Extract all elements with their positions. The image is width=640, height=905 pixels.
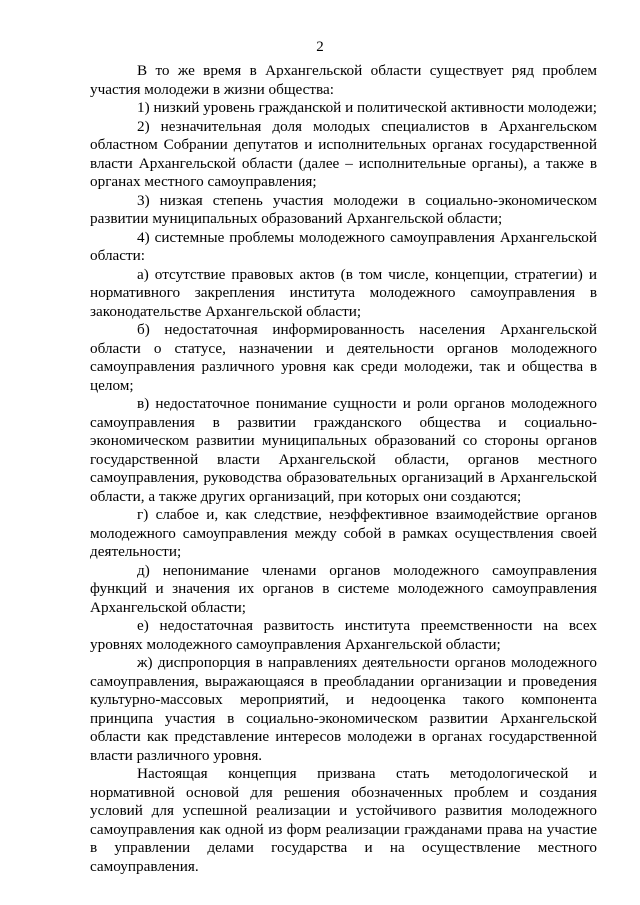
problem-item-3: 3) низкая степень участия молодежи в социально-экономическом развитии муниципальных образований Архангельской области; (90, 191, 597, 227)
subitem-a: а) отсутствие правовых актов (в том числе, концепции, стратегии) и нормативного закрепления института молодежного самоуправления в законодательстве Архангельской области; (90, 265, 597, 320)
document-body (90, 62, 597, 876)
subitem-e: е) недостаточная развитость института преемственности на всех уровнях молодежного самоуправления Архангельской области; (90, 617, 597, 653)
page-number: 2 (316, 39, 324, 55)
subitem-d: д) непонимание членами органов молодежного самоуправления функций и значения их органов в системе молодежного самоуправления Архангельской области; (90, 561, 597, 616)
subitem-g: г) слабое и, как следствие, неэффективное взаимодействие органов молодежного самоуправления между собой в рамках осуществления своей деятельности; (90, 506, 597, 560)
problem-item-1: 1) низкий уровень гражданской и политической активности молодежи; (137, 99, 597, 116)
intro-paragraph: В то же время в Архангельской области существует ряд проблем участия молодежи в жизни общества: (90, 62, 597, 98)
problem-item-2: 2) незначительная доля молодых специалистов в Архангельском областном Собрании депутатов и исполнительных органах государственной власти Архангельской области (далее – исполнительные органы), а также в органах местного самоуправления; (90, 117, 597, 190)
subitem-zh: ж) диспропорция в направлениях деятельности органов молодежного самоуправления, выражающаяся в преобладании организации и проведения культурно-массовых мероприятий, и недооценка такого компонента принципа участия в социально-экономическом развитии Архангельской области как представление интересов молодежи в органах государственной власти различного уровня. (90, 654, 597, 764)
conclusion-paragraph: Настоящая концепция призвана стать методологической и нормативной основой для решения обозначенных проблем и создания условий для успешной реализации и устойчивого развития молодежного самоуправления как одной из форм реализации гражданами права на участие в управлении делами государства и на осуществление местного самоуправления. (90, 765, 597, 875)
subitem-v: в) недостаточное понимание сущности и роли органов молодежного самоуправления в развитии гражданского общества и социально-экономическом развитии муниципальных образований со стороны органов государственной власти Архангельской области, органов местного самоуправления, руководства образовательных организаций в Архангельской области, а также других организаций, при которых они создаются; (90, 395, 597, 505)
problem-item-4: 4) системные проблемы молодежного самоуправления Архангельской области: (90, 228, 597, 264)
subitem-b: б) недостаточная информированность населения Архангельской области о статусе, назначении и деятельности органов молодежного самоуправления различного уровня как среди молодежи, так и общества в целом; (90, 321, 597, 394)
